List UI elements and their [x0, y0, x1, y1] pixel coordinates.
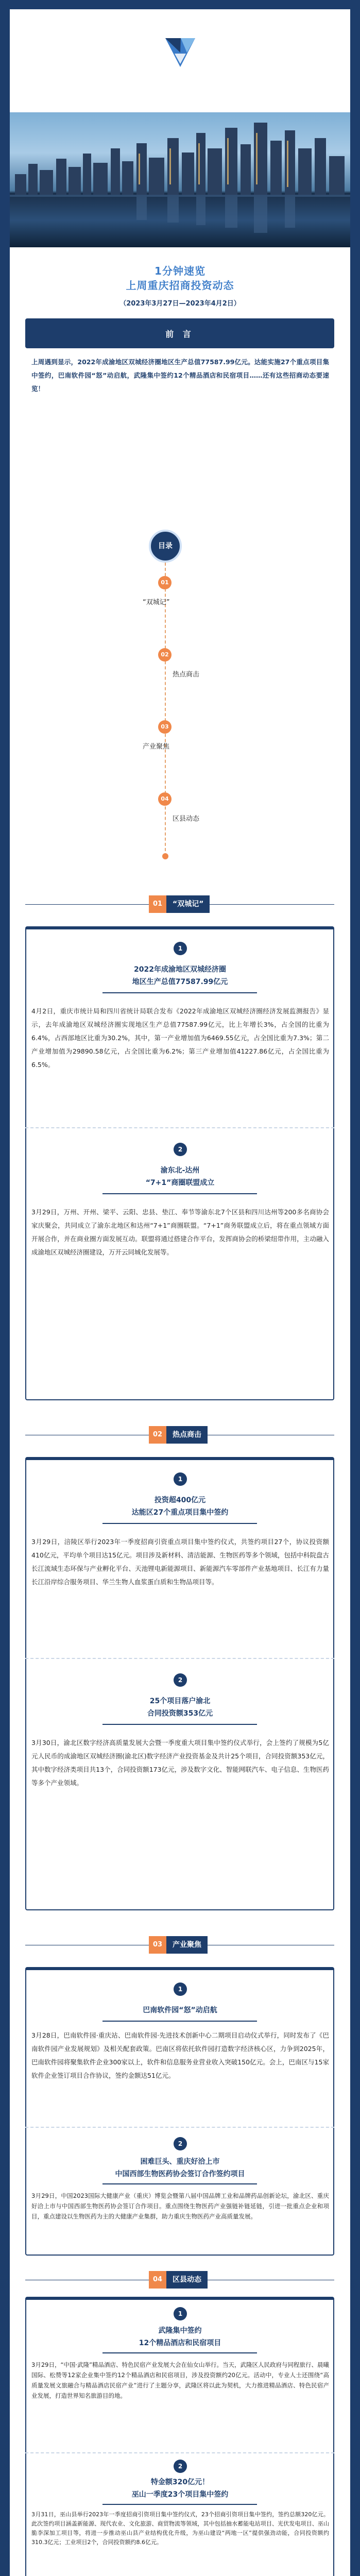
- block-title: 巴南软件园“怒”动启航: [143, 2006, 217, 2014]
- title-underline: [102, 2021, 257, 2022]
- toc-item-4[interactable]: 区县动态: [173, 815, 200, 823]
- page-container: [10, 9, 350, 2576]
- toc-line: [165, 563, 166, 856]
- block-text: 3月31日，巫山县举行2023年一季度招商引资项目集中签约仪式，23个招商引资项目集中签约，签约总额320亿元。此次签约项目涵盖新能源、现代农业、文化旅游、商贸物流等领域，其中包括抽水蓄能电站项目、光伏发电项目、巫山脆李深加工项目等，将进一步推动巫山县产业结构优化升级，为巫山建设“两地一区”提供强劲动能，合同投资额约310.3亿元；工业项目2个，合同投资额约8.6亿元。: [31, 2511, 329, 2546]
- title-line2: 上周重庆招商投资动态: [126, 279, 234, 292]
- block-badge: 2: [174, 1673, 187, 1687]
- block-text: 3月29日，中国2023国际大健康产业（重庆）博览会暨第八届中国品牌工业和品牌药品创新论坛，渝北区、重庆好洽上市与中国西部生物医药协会签订合作项目。重点围绕生物医药产业强链补链延链，引进一批重点企业和项目，重点建设以生物医药为主的大健康产业集群，助力重庆生物医药产业高质量发展。: [31, 2192, 329, 2220]
- block-text: 4月2日，重庆市统计局和四川省统计局联合发布《2022年成渝地区双城经济圈经济发展监测报告》显示，去年成渝地区双城经济圈实现地区生产总值77587.99亿元，比上年增长3%，占全国的比重为6.4%，占西部地区比重为30.2%，其中，第一产业增加值为6469.55亿元，占全国比重为7.3%；第二产业增加值为29890.58亿元，占全国比重为6.2%；第三产业增加值41227.86亿元，占全国比重为6.5%。: [31, 1007, 329, 1069]
- block-title: 巫山一季度23个项目集中签约: [131, 2490, 229, 2499]
- block-title: 12个精品酒店和民宿项目: [139, 2339, 221, 2347]
- toc-item-3[interactable]: 产业聚焦: [143, 743, 170, 751]
- toc-num-4: 04: [158, 792, 172, 806]
- block-badge: 1: [174, 942, 187, 955]
- title-underline: [102, 992, 257, 993]
- section-num: 02: [149, 1426, 166, 1444]
- block-text: 3月29日，万州、开州、梁平、云阳、忠县、垫江、奉节等渝东北7个区县和四川达州等200多名商协会家庆聚会，共同成立了渝东北地区和达州“7+1”商圈联盟。“7+1”商务联盟成立后，将在重点领域方面开展合作，并在商业圈方面发展互动。联盟将通过搭建合作平台，发挥商协会的桥梁纽带作用，主动融入成渝地区双城经济圈建设，万开云同城化发展等。: [31, 1208, 329, 1256]
- divider: [25, 1658, 334, 1659]
- toc-item-2[interactable]: 热点商击: [173, 671, 200, 679]
- toc-item-1[interactable]: “双城记”: [143, 599, 170, 606]
- section-label: 产业聚焦: [166, 1936, 208, 1954]
- brand-logo-icon: [163, 35, 197, 69]
- city-skyline-photo: [10, 112, 350, 247]
- block-badge: 1: [174, 1982, 187, 1996]
- block-title: 25个项目落户渝北: [149, 1697, 211, 1705]
- block-text: 3月29日，涪陵区举行2023年一季度招商引资重点项目集中签约仪式，共签约项目27个，协议投资额410亿元，平均单个项目达15亿元。项目涉及新材料、清洁能源、生物医药等多个领域，包括中科院盘古长江流域生态环保与产业孵化平台、天池锂电新能源项目、新能源汽车零部件产业基地项目、长江有力量长江沿岸综合服务项目、华兰生物人血浆蛋白质和生物品项目等。: [31, 1538, 329, 1586]
- block-title: 困难巨头、重庆好洽上市: [140, 2158, 220, 2166]
- block-badge: 2: [174, 1143, 187, 1156]
- divider: [25, 2127, 334, 2128]
- block-title: 合同投资额353亿元: [147, 1709, 213, 1718]
- block-badge: 1: [174, 1472, 187, 1486]
- section-label: 热点商击: [166, 1426, 208, 1444]
- section-num: 03: [149, 1936, 166, 1954]
- block-text: 3月28日，巴南软件园·重庆站、巴南软件园·先进技术创新中心二期项目启动仪式举行，同时发布了《巴南软件园产业发展规划》及相关配套政策。巴南区将依托软件园打造数字经济核心区，力争到2025年，巴南软件园将聚集软件企业300家以上，软件和信息服务业营业收入突破150亿元。会上，巴南区与15家软件企业签订项目合作协议，签约金额达51亿元。: [31, 2031, 329, 2079]
- toc-end-dot: [162, 853, 168, 859]
- divider: [25, 2452, 334, 2453]
- title-underline: [102, 1523, 257, 1524]
- block-text: 3月29日，“中国·武隆”精品酒店、特色民宿产业发展大会在仙女山举行。当天，武隆区人民政府与同程旅行、晨曦国际、松赞等12家企业集中签约12个精品酒店和民宿项目，涉及投资额约20亿元。活动中，专业人士还围绕“高质量发展文旅融合与精品酒店民宿产业”进行了主题分享，武隆区将以此为契机，大力推进精品酒店、特色民宿产业发展，打造世界知名旅游目的地。: [31, 2361, 330, 2399]
- preface-bar: [25, 318, 334, 348]
- block-title: 渝东北-达州: [160, 1166, 200, 1175]
- toc-num-3: 03: [158, 720, 172, 734]
- block-title: 地区生产总值77587.99亿元: [132, 978, 228, 986]
- divider: [25, 1127, 334, 1128]
- block-title: 武隆集中签约: [158, 2327, 202, 2335]
- section-num: 04: [149, 2271, 166, 2289]
- block-title: 特金额320亿元！: [150, 2478, 210, 2486]
- block-title: “7+1”商圈联盟成立: [145, 1179, 215, 1187]
- title-underline: [102, 1193, 257, 1194]
- title-underline: [102, 1724, 257, 1725]
- date-range: （2023年3月27日—2023年4月2日）: [119, 300, 241, 308]
- section-label: “双城记”: [166, 895, 210, 913]
- block-badge: 1: [174, 2307, 187, 2320]
- preface-label: 前 言: [165, 329, 194, 339]
- preface-text: 上周遇到显示，2022年成渝地区双城经济圈地区生产总值77587.99亿元。达能实施27个重点项目集中签约，巴南软件园“怒”动启航，武隆集中签约12个精品酒店和民宿项目……还有这些招商动态要速览！: [31, 358, 329, 393]
- toc-num-1: 01: [158, 576, 172, 589]
- title-underline: [102, 2183, 257, 2184]
- block-title: 达能区27个重点项目集中签约: [131, 1509, 229, 1517]
- toc-label: 目录: [149, 530, 182, 563]
- title-underline: [102, 2352, 257, 2353]
- block-title: 2022年成渝地区双城经济圈: [134, 965, 226, 974]
- title-underline: [102, 2504, 257, 2505]
- block-title: 投资超400亿元: [154, 1496, 206, 1504]
- block-title: 中国西部生物医药协会签订合作签约项目: [115, 2170, 245, 2178]
- title-line1: 1分钟速览: [155, 265, 205, 277]
- block-badge: 2: [174, 2137, 187, 2150]
- section-card-1: [25, 926, 334, 1400]
- section-num: 01: [149, 895, 166, 913]
- block-badge: 2: [174, 2460, 187, 2473]
- section-label: 区县动态: [166, 2271, 208, 2289]
- toc-num-2: 02: [158, 648, 172, 662]
- block-text: 3月30日，渝北区数字经济高质量发展大会暨一季度重大项目集中签约仪式举行，会上签约了规模为5亿元人民币的成渝地区双城经济圈(渝北区)数字经济产业投资基金及共计25个项目，合同投资额353亿元，其中数字经济类项目共13个，合同投资额173亿元，涉及数字文化、智能网联汽车、电子信息、生物医药等多个产业领域。: [31, 1739, 329, 1787]
